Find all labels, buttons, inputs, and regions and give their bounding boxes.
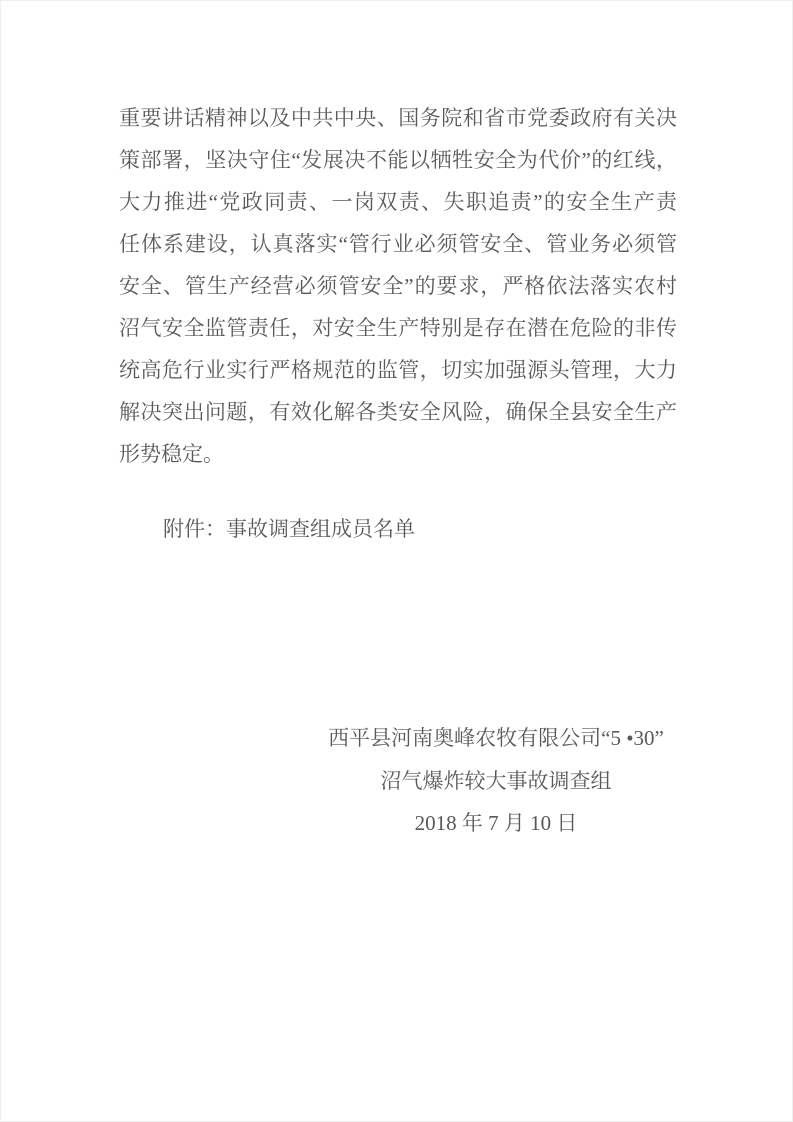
signature-date-line: 2018 年 7 月 10 日	[414, 811, 578, 835]
body-line: 安全、管生产经营必须管安全”的要求，严格依法落实农村	[119, 274, 677, 298]
body-paragraph	[119, 97, 677, 475]
body-line: 策部署，坚决守住“发展决不能以牺牲安全为代价”的红线，	[119, 148, 677, 172]
body-line: 统高危行业实行严格规范的监管，切实加强源头管理，大力	[119, 358, 677, 382]
body-line: 解决突出问题，有效化解各类安全风险，确保全县安全生产	[119, 400, 677, 424]
body-line: 大力推进“党政同责、一岗双责、失职追责”的安全生产责	[119, 190, 677, 214]
signature-block	[251, 717, 741, 845]
signature-org-line-2: 沼气爆炸较大事故调查组	[380, 768, 612, 793]
body-line: 形势稳定。	[119, 442, 224, 466]
body-line: 任体系建设，认真落实“管行业必须管安全、管业务必须管	[119, 232, 677, 256]
body-line: 重要讲话精神以及中共中央、国务院和省市党委政府有关决	[119, 106, 677, 130]
signature-org-line-1: 西平县河南奥峰农牧有限公司“5 •30”	[328, 726, 664, 750]
attachment-line: 附件：事故调查组成员名单	[163, 517, 415, 541]
body-line: 沼气安全监管责任，对安全生产特别是存在潜在危险的非传	[119, 316, 677, 340]
